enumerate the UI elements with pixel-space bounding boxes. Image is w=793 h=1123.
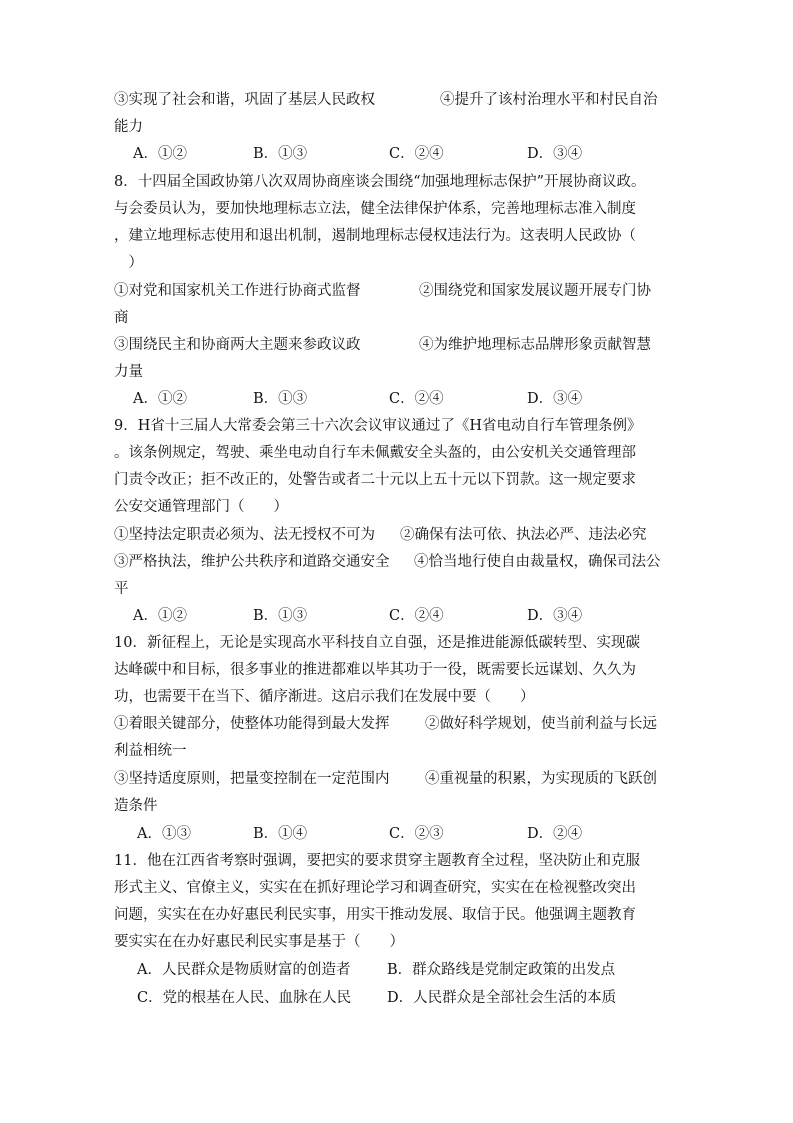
q9-stem-line: 9．H省十三届人大常委会第三十六次会议审议通过了《H省电动自行车管理条例》 — [114, 418, 642, 434]
q7-option-b[interactable]: B．①③ — [253, 146, 308, 162]
q8-statement-3: ③围绕民主和协商两大主题来参政议政 — [114, 337, 361, 353]
q9-stem-line: 门责令改正；拒不改正的，处警告或者二十元以上五十元以下罚款。这一规定要求 — [114, 472, 636, 488]
q9-stem-line: 公安交通管理部门（ ） — [114, 499, 288, 515]
q9-statement-3: ③严格执法，维护公共秩序和道路交通安全 — [114, 554, 390, 570]
q11-option-b[interactable]: B．群众路线是党制定政策的出发点 — [387, 962, 616, 978]
q10-statement-4: ④重视量的积累，为实现质的飞跃创 — [425, 771, 657, 787]
q8-statement-4: ④为维护地理标志品牌形象贡献智慧 — [419, 337, 651, 353]
q9-option-a[interactable]: A．①② — [133, 608, 187, 624]
q10-statement-3: ③坚持适度原则，把量变控制在一定范围内 — [114, 771, 390, 787]
q10-statement-2: ②做好科学规划，使当前利益与长远 — [425, 716, 657, 732]
q7-option-d[interactable]: D．③④ — [527, 146, 583, 162]
q11-option-d[interactable]: D．人民群众是全部社会生活的本质 — [387, 990, 617, 1006]
q11-option-a[interactable]: A．人民群众是物质财富的创造者 — [137, 962, 351, 978]
q7-statement-4-cont: 能力 — [114, 119, 143, 135]
q11-stem-line: 形式主义、官僚主义，实实在在抓好理论学习和调查研究，实实在在检视整改突出 — [114, 880, 636, 896]
q10-option-b[interactable]: B．①④ — [253, 826, 308, 842]
q8-statement-1: ①对党和国家机关工作进行协商式监督 — [114, 283, 361, 299]
q7-statement-3: ③实现了社会和谐，巩固了基层人民政权 — [114, 92, 375, 108]
q8-stem-line: ，建立地理标志使用和退出机制，遏制地理标志侵权违法行为。这表明人民政协（ — [114, 228, 636, 244]
q8-stem-line: 与会委员认为，要加快地理标志立法，健全法律保护体系，完善地理标志准入制度 — [114, 201, 636, 217]
q8-statement-2: ②围绕党和国家发展议题开展专门协 — [419, 283, 651, 299]
q10-option-a[interactable]: A．①③ — [137, 826, 191, 842]
q7-option-c[interactable]: C．②④ — [389, 146, 444, 162]
q8-option-c[interactable]: C．②④ — [389, 391, 444, 407]
q7-option-a[interactable]: A．①② — [133, 146, 187, 162]
q9-statement-4: ④恰当地行使自由裁量权，确保司法公 — [414, 554, 661, 570]
q8-stem-line: ） — [114, 255, 143, 271]
q9-stem-line: 。该条例规定，驾驶、乘坐电动自行车未佩戴安全头盔的，由公安机关交通管理部 — [114, 445, 636, 461]
q10-statement-2-cont: 利益相统一 — [114, 743, 187, 759]
q8-stem-line: 8．十四届全国政协第八次双周协商座谈会围绕“加强地理标志保护”开展协商议政。 — [114, 174, 646, 190]
q11-stem-line: 要实实在在办好惠民利民实事是基于（ ） — [114, 934, 404, 950]
q10-stem-line: 10．新征程上，无论是实现高水平科技自立自强，还是推进能源低碳转型、实现碳 — [114, 635, 640, 651]
q11-stem-line: 11．他在江西省考察时强调，要把实的要求贯穿主题教育全过程，坚决防止和克服 — [114, 853, 640, 869]
q9-option-b[interactable]: B．①③ — [253, 608, 308, 624]
q8-option-b[interactable]: B．①③ — [253, 391, 308, 407]
q8-option-d[interactable]: D．③④ — [527, 391, 583, 407]
q10-stem-line: 功，也需要干在当下、循序渐进。这启示我们在发展中要（ ） — [114, 689, 535, 705]
q10-option-d[interactable]: D．②④ — [527, 826, 583, 842]
q11-option-c[interactable]: C．党的根基在人民、血脉在人民 — [137, 990, 352, 1006]
q11-stem-line: 问题，实实在在办好惠民利民实事，用实干推动发展、取信于民。他强调主题教育 — [114, 907, 636, 923]
q9-option-d[interactable]: D．③④ — [527, 608, 583, 624]
q8-statement-2-cont: 商 — [114, 310, 129, 326]
q10-stem-line: 达峰碳中和目标，很多事业的推进都难以毕其功于一役，既需要长远谋划、久久为 — [114, 662, 636, 678]
q9-option-c[interactable]: C．②④ — [389, 608, 444, 624]
q10-option-c[interactable]: C．②③ — [389, 826, 444, 842]
q9-statement-4-cont: 平 — [114, 581, 129, 597]
q10-statement-1: ①着眼关键部分，使整体功能得到最大发挥 — [114, 716, 390, 732]
q10-statement-4-cont: 造条件 — [114, 798, 158, 814]
q9-statement-1: ①坚持法定职责必须为、法无授权不可为 — [114, 527, 375, 543]
q9-statement-2: ②确保有法可依、执法必严、违法必究 — [400, 527, 647, 543]
q7-statement-4: ④提升了该村治理水平和村民自治 — [440, 92, 658, 108]
q8-statement-4-cont: 力量 — [114, 364, 143, 380]
q8-option-a[interactable]: A．①② — [133, 391, 187, 407]
